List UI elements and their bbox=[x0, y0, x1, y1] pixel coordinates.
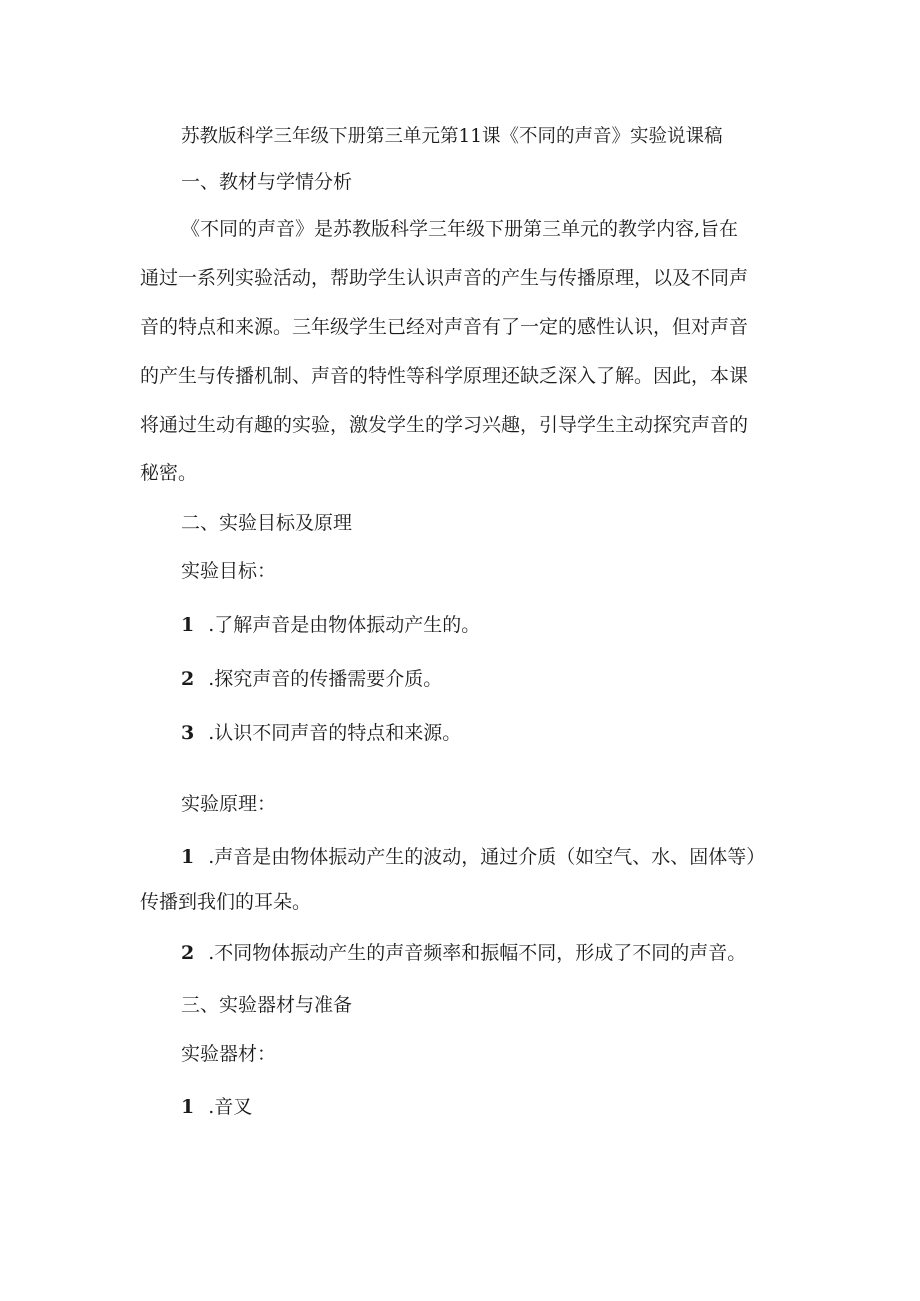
list-item bbox=[181, 846, 831, 868]
list-item bbox=[181, 722, 831, 744]
list-text: .认识不同声音的特点和来源。 bbox=[208, 722, 462, 744]
list-text: .探究声音的传播需要介质。 bbox=[208, 668, 443, 690]
list-number: 3 bbox=[181, 722, 195, 744]
list-text: .不同物体振动产生的声音频率和振幅不同，形成了不同的声音。 bbox=[208, 942, 747, 964]
paragraph-line: 通过一系列实验活动，帮助学生认识声音的产生与传播原理，以及不同声 bbox=[140, 267, 749, 289]
paragraph-line: 秘密。 bbox=[140, 462, 198, 484]
paragraph-line: 《不同的声音》是苏教版科学三年级下册第三单元的教学内容,旨在 bbox=[181, 218, 739, 240]
list-number: 1 bbox=[181, 1096, 195, 1118]
list-item bbox=[181, 614, 831, 636]
list-number: 2 bbox=[181, 668, 195, 690]
list-number: 1 bbox=[181, 614, 195, 636]
list-number: 2 bbox=[181, 942, 195, 964]
list-item bbox=[181, 942, 831, 964]
list-text: .音叉 bbox=[208, 1096, 253, 1118]
paragraph-line: 将通过生动有趣的实验，激发学生的学习兴趣，引导学生主动探究声音的 bbox=[140, 414, 749, 436]
section-heading-3: 三、实验器材与准备 bbox=[181, 994, 353, 1016]
materials-label: 实验器材： bbox=[181, 1043, 277, 1065]
goals-label: 实验目标： bbox=[181, 560, 277, 582]
section-heading-1: 一、教材与学情分析 bbox=[181, 171, 353, 193]
paragraph-line: 音的特点和来源。三年级学生已经对声音有了一定的感性认识，但对声音 bbox=[140, 316, 749, 338]
list-item bbox=[181, 668, 831, 690]
list-item bbox=[181, 1096, 831, 1118]
section-heading-2: 二、实验目标及原理 bbox=[181, 512, 353, 534]
principles-label: 实验原理： bbox=[181, 793, 277, 815]
list-text: .了解声音是由物体振动产生的。 bbox=[208, 614, 481, 636]
list-number: 1 bbox=[181, 846, 195, 868]
list-item-continuation: 传播到我们的耳朵。 bbox=[140, 891, 312, 913]
paragraph-line: 的产生与传播机制、声音的特性等科学原理还缺乏深入了解。因此，本课 bbox=[140, 365, 749, 387]
list-text: .声音是由物体振动产生的波动，通过介质（如空气、水、固体等） bbox=[208, 846, 766, 868]
document-title: 苏教版科学三年级下册第三单元第11课《不同的声音》实验说课稿 bbox=[181, 126, 723, 147]
